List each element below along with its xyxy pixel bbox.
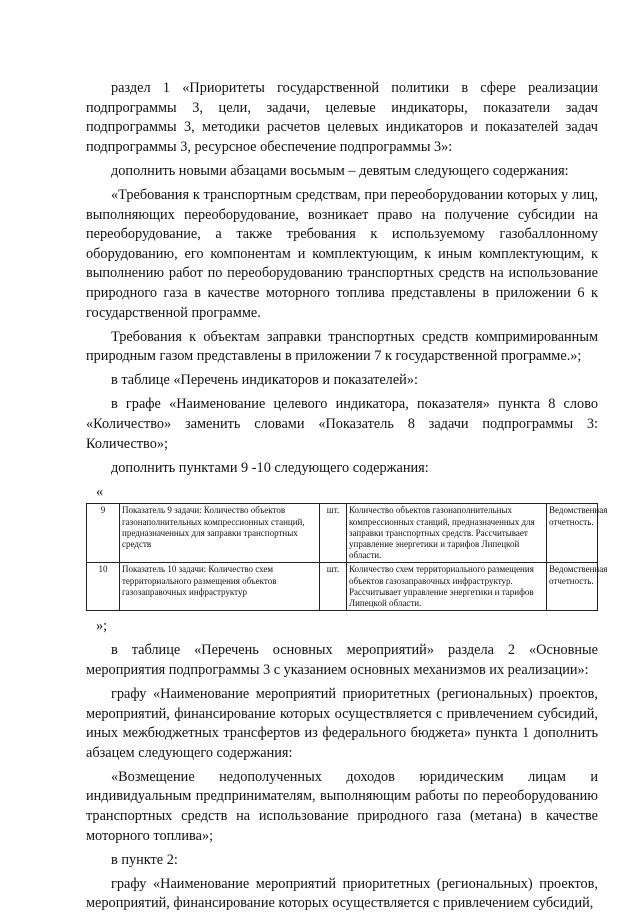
paragraph: в таблице «Перечень индикаторов и показателей»: (111, 372, 418, 389)
row-number: 9 (87, 504, 120, 563)
table-row (87, 504, 598, 563)
table-row (87, 563, 598, 611)
paragraph: графу «Наименование мероприятий приоритетных (региональных) проектов, мероприятий, финансирование которых осуществляется с привлечением субсидий, (86, 875, 598, 912)
row-number: 10 (87, 563, 120, 611)
calculation-method: Количество объектов газонаполнительных компрессионных станций, предназначенных для заправки транспортных средств. Рассчитывает управление энергетики и тарифов Липецкой области. (347, 504, 547, 563)
data-source: Ведомственная отчетность. (547, 563, 598, 611)
quote-open: « (96, 483, 104, 500)
data-source: Ведомственная отчетность. (547, 504, 598, 563)
indicators-table (86, 503, 608, 611)
paragraph: Требования к объектам заправки транспортных средств компримированным природным газом представлены в приложении 7 к государственной программе.»; (86, 328, 598, 365)
paragraph: в пункте 2: (111, 851, 178, 868)
calculation-method: Количество схем территориального размещения объектов газозаправочных инфраструктур. Рассчитывает управление энергетики и тарифов Липецкой области. (347, 563, 547, 611)
indicator-name: Показатель 10 задачи: Количество схем территориального размещения объектов газозаправочных инфраструктур (120, 563, 320, 611)
paragraph: графу «Наименование мероприятий приоритетных (региональных) проектов, мероприятий, финансирование которых осуществляется с привлечением субсидий, иных межбюджетных трансфертов из федерального бюджета» пункта 1 дополнить абзацем следующего содержания: (86, 685, 598, 761)
paragraph: «Возмещение недополученных доходов юридическим лицам и индивидуальным предпринимателям, выполняющим работы по переоборудованию транспортных средств на использование природного газа (метана) в качестве моторного топлива»; (86, 768, 598, 844)
document-body (86, 79, 608, 919)
paragraph: раздел 1 «Приоритеты государственной политики в сфере реализации подпрограммы 3, цели, задачи, целевые индикаторы, показатели задач подпрограммы 3, методики расчетов целевых индикаторов и показателей задач подпрограммы 3, ресурсное обеспечение подпрограммы 3»: (86, 80, 598, 155)
paragraph: в графе «Наименование целевого индикатора, показателя» пункта 8 слово «Количество» заменить словами «Показатель 8 задачи подпрограммы 3: Количество»; (86, 396, 598, 452)
paragraph: в таблице «Перечень основных мероприятий» раздела 2 «Основные мероприятия подпрограммы 3 с указанием основных механизмов их реализации»: (86, 642, 598, 678)
paragraph: «Требования к транспортным средствам, при переоборудовании которых у лиц, выполняющих переоборудование, возникает право на получение субсидии на переоборудование, а также требования к используемому газобаллонному оборудованию, его компонентам и комплектующим, к иным комплектующим, к выполнению работ по переоборудованию транспортных средств на использование природного газа в качестве моторного топлива представлены в приложении 6 к государственной программе. (86, 186, 598, 321)
unit-of-measure: шт. (320, 563, 347, 611)
paragraph: дополнить пунктами 9 -10 следующего содержания: (111, 459, 429, 476)
indicator-name: Показатель 9 задачи: Количество объектов газонаполнительных компрессионных станций, предназначенных для заправки транспортных средств (120, 504, 320, 563)
quote-close: »; (96, 618, 108, 635)
unit-of-measure: шт. (320, 504, 347, 563)
paragraph: дополнить новыми абзацами восьмым – девятым следующего содержания: (111, 162, 569, 179)
